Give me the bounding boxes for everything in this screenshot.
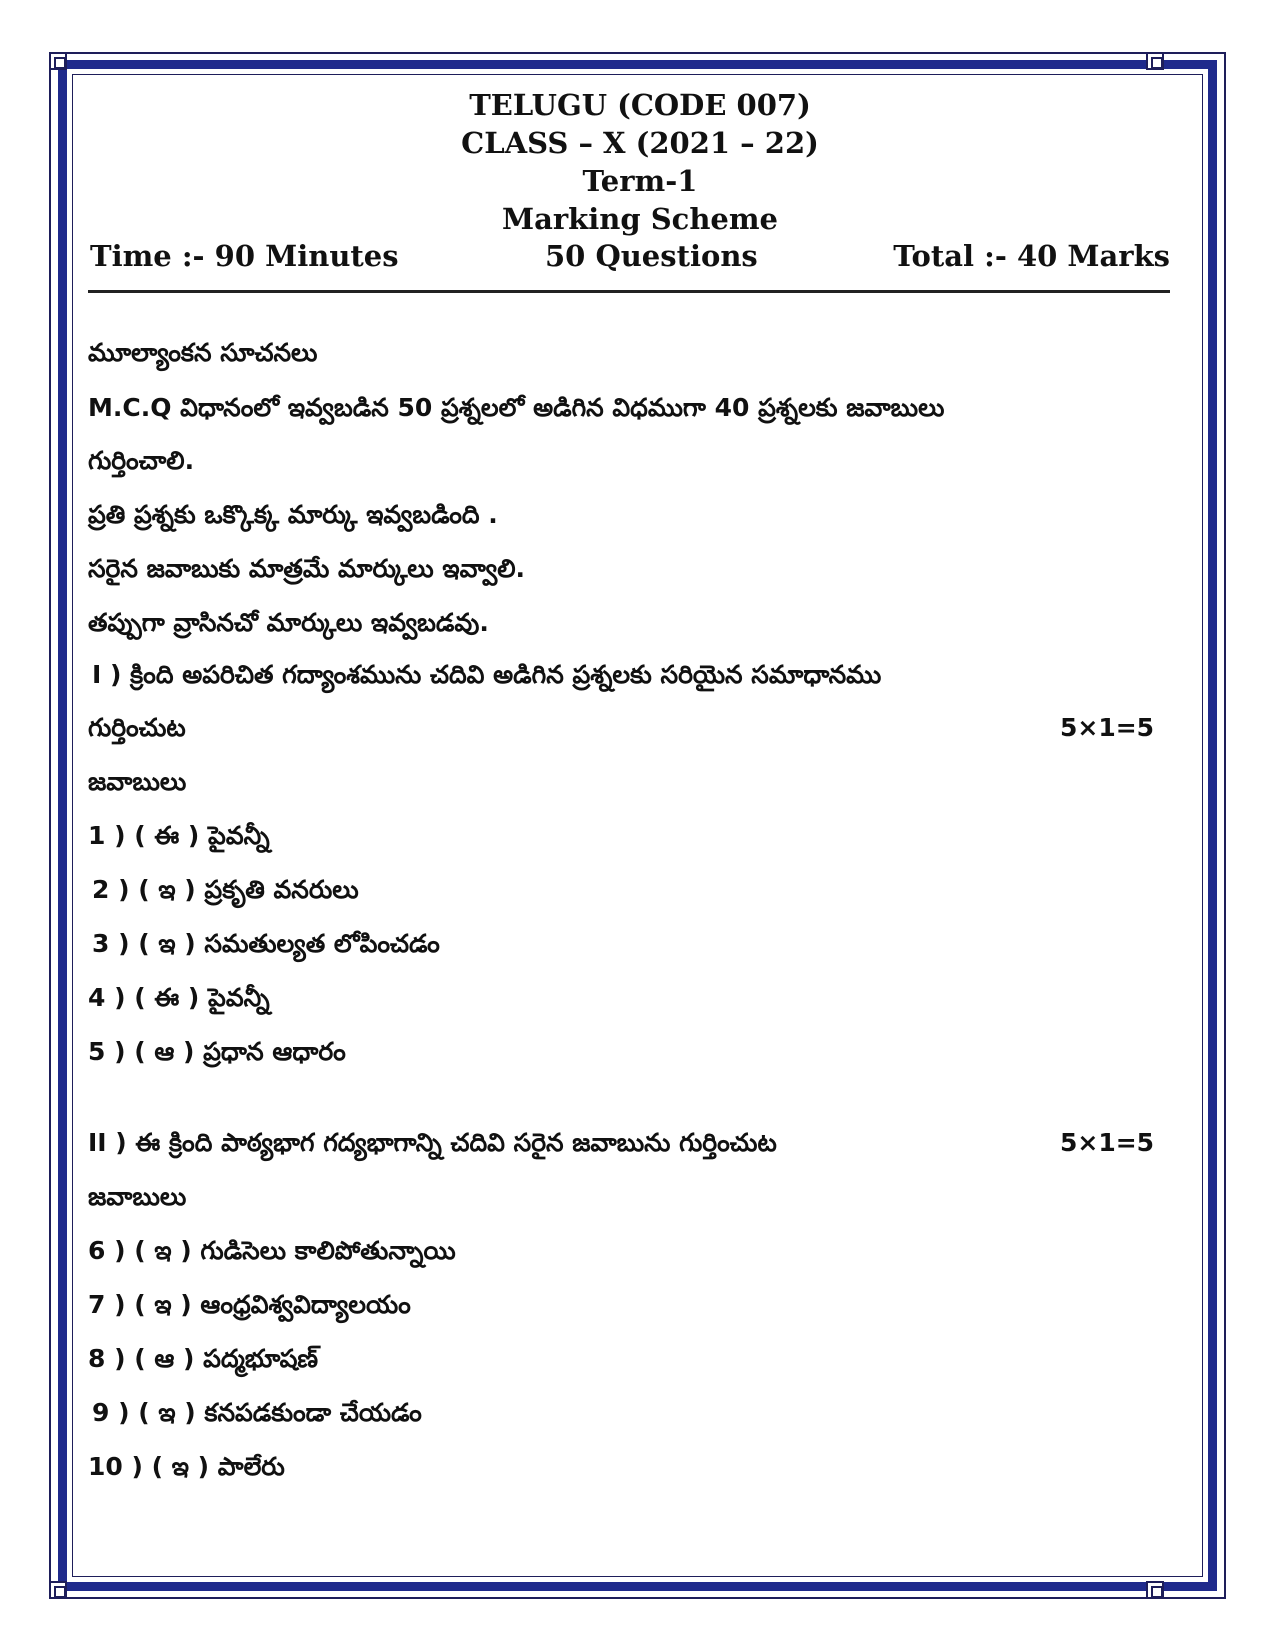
answer-item: 1 ) ( ఈ ) పైవన్నీ bbox=[88, 821, 270, 850]
time-label: Time :- 90 Minutes bbox=[90, 239, 399, 273]
exam-meta-row bbox=[90, 239, 1170, 277]
answer-item: 4 ) ( ఈ ) పైవన్నీ bbox=[88, 983, 270, 1012]
answer-item: 3 ) ( ఇ ) సమతుల్యత లోపించడం bbox=[92, 929, 440, 958]
section-2-title: II ) ఈ క్రింది పాఠ్యభాగ గద్యభాగాన్ని చదివి సరైన జవాబును గుర్తించుట bbox=[88, 1128, 777, 1157]
answer-item: 2 ) ( ఇ ) ప్రకృతి వనరులు bbox=[92, 875, 359, 904]
instruction-line-1: M.C.Q విధానంలో ఇవ్వబడిన 50 ప్రశ్నలలో అడిగిన విధముగా 40 ప్రశ్నలకు జవాబులు bbox=[88, 393, 945, 422]
header-divider bbox=[88, 290, 1170, 293]
instruction-line-4: సరైన జవాబుకు మాత్రమే మార్కులు ఇవ్వాలి. bbox=[88, 554, 526, 583]
section-2-marks: 5×1=5 bbox=[1060, 1128, 1155, 1157]
subject-title: TELUGU (CODE 007) bbox=[469, 88, 811, 122]
document-header bbox=[90, 86, 1190, 238]
border-corner-bottom-right bbox=[1146, 1581, 1164, 1599]
section-1-marks: 5×1=5 bbox=[1060, 713, 1155, 742]
class-line: CLASS – X (2021 – 22) bbox=[461, 126, 819, 160]
answer-item: 10 ) ( ఇ ) పాలేరు bbox=[88, 1452, 285, 1481]
answer-item: 5 ) ( ఆ ) ప్రధాన ఆధారం bbox=[88, 1037, 346, 1066]
marking-scheme-title: Marking Scheme bbox=[501, 202, 778, 236]
term-line: Term-1 bbox=[582, 164, 698, 198]
total-marks: Total :- 40 Marks bbox=[893, 239, 1170, 273]
answer-item: 7 ) ( ఇ ) ఆంధ్రవిశ్వవిద్యాలయం bbox=[88, 1290, 411, 1319]
section-1-title: I ) క్రింది అపరిచిత గద్యాంశమును చదివి అడిగిన ప్రశ్నలకు సరియైన సమాధానము bbox=[92, 660, 882, 689]
border-corner-bottom-left bbox=[49, 1581, 67, 1599]
section-1-answers-label: జవాబులు bbox=[88, 767, 187, 796]
answer-item: 6 ) ( ఇ ) గుడిసెలు కాలిపోతున్నాయి bbox=[88, 1236, 456, 1265]
section-2-answers-label: జవాబులు bbox=[88, 1182, 187, 1211]
answer-item: 9 ) ( ఇ ) కనపడకుండా చేయడం bbox=[92, 1398, 422, 1427]
answer-item: 8 ) ( ఆ ) పద్మభూషణ్ bbox=[88, 1344, 319, 1373]
border-corner-top-left bbox=[49, 52, 67, 70]
instruction-line-5: తప్పుగా వ్రాసినచో మార్కులు ఇవ్వబడవు. bbox=[88, 608, 489, 637]
section-1-title-cont: గుర్తించుట bbox=[88, 713, 186, 742]
questions-count: 50 Questions bbox=[545, 239, 758, 273]
instruction-line-3: ప్రతి ప్రశ్నకు ఒక్కొక్క మార్కు ఇవ్వబడింది . bbox=[88, 500, 498, 529]
instructions-heading: మూల్యాంకన సూచనలు bbox=[88, 338, 318, 367]
instruction-line-2: గుర్తించాలి. bbox=[88, 446, 195, 475]
border-corner-top-right bbox=[1146, 52, 1164, 70]
